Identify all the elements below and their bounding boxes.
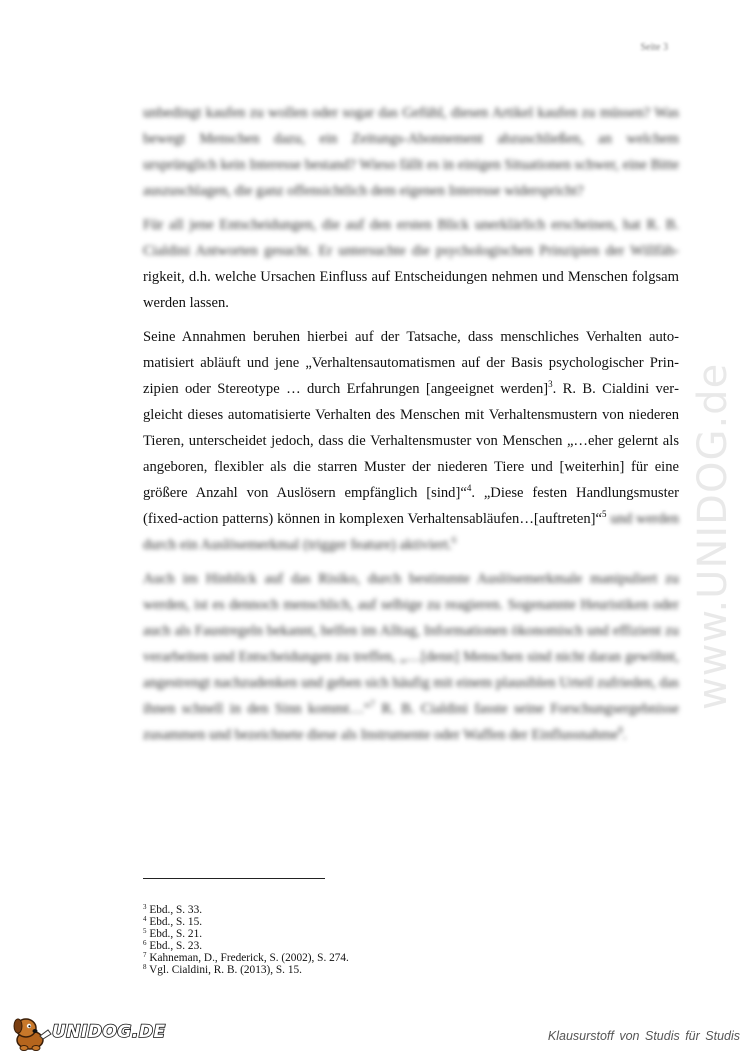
footnote-text: Ebd., S. 33.	[146, 904, 203, 916]
footnote-number: 4	[143, 915, 147, 924]
paragraph-2-blurred: Für all jene Entscheidungen, die auf den ersten Blick unerklärlich erscheinen, hat R. B. Cialdini Antworten gesucht. Er untersuchte die psychologischen Prinzipien der Willfäh-	[143, 217, 679, 259]
footnote-item	[143, 964, 563, 976]
logo-wordmark: UNIDOG.DE	[52, 1022, 166, 1042]
footnote-number: 7	[143, 951, 147, 960]
paragraph-3-part-a: Seine Annahmen beruhen hierbei auf der Tatsache, dass menschliches Verhalten automatisiert abläuft und jene „Verhaltensautomatismen auf der Basis psychologischer Prinzipien oder Stereotype … durch Erfahrungen [angeeignet werden]	[143, 329, 679, 397]
footnote-ref-8: 8	[618, 725, 623, 735]
footnote-text: Ebd., S. 21.	[146, 928, 203, 941]
paragraph-3-part-c: . „Diese festen Handlungsmuster (fixed-action patterns) können in komplexen Verhaltensabläufen…[auftreten]“	[143, 485, 679, 527]
main-text	[143, 100, 679, 756]
paragraph-3-part-b: . R. B. Cialdini vergleicht dieses automatisierte Verhalten des Menschen mit Verhaltensmustern von niederen Tieren, unterscheidet jedoch, dass die Verhaltensmuster von Menschen „…eher gelernt als angeboren, flexibler als die starren Muster der niederen Tiere und [weiterhin] für eine größere Anzahl von Auslösern empfänglich [sind]“	[143, 381, 679, 501]
footnote-ref-7: 7	[370, 699, 375, 709]
footnote-number: 8	[143, 963, 147, 972]
unidog-logo[interactable]	[10, 1014, 166, 1052]
footnote-ref-4: 4	[466, 483, 472, 493]
footnote-item	[143, 904, 563, 916]
footnote-item	[143, 928, 563, 940]
footnote-text: Kahneman, D., Frederick, S. (2002), S. 274.	[146, 952, 349, 965]
paragraph-2	[143, 212, 679, 316]
footnote-item	[143, 916, 563, 928]
footnote-number: 5	[143, 927, 147, 936]
watermark: www.UNIDOG.de	[690, 362, 736, 710]
footnote-number: 3	[143, 903, 147, 911]
page-number: Seite 3	[640, 42, 668, 53]
paragraph-2-clear: rigkeit, d.h. welche Ursachen Einfluss auf Entscheidungen nehmen und Menschen folgsam werden lassen.	[143, 269, 679, 311]
footnote-item	[143, 952, 563, 964]
footnote-list	[143, 904, 563, 977]
paragraph-4	[143, 566, 679, 748]
paragraph-3-blurred-text: und werden durch ein Auslösemerkmal (trigger feature) aktiviert.	[143, 511, 679, 553]
footnote-text: Ebd., S. 15.	[146, 916, 203, 929]
paragraph-1: unbedingt kaufen zu wollen oder sogar das Gefühl, diesen Artikel kaufen zu müssen? Was bewegt Menschen dazu, ein Zeitungs-Abonnement abzuschließen, an welchem ursprünglich kein Interesse bestand? Wieso fällt es in einigen Situationen schwer, eine Bitte auszuschlagen, die ganz offensichtlich dem eigenen Interesse widerspricht?	[143, 105, 679, 199]
paragraph-4-part-a: Auch im Hinblick auf das Risiko, durch bestimmte Auslösemerkmale manipuliert zu werden, ist es dennoch menschlich, auf selbige zu reagieren. Sogenannte Heuristiken oder auch als Faustregeln bekannt, helfen im Alltag, Informationen ökonomisch und effizient zu verarbeiten und Entscheidungen zu treffen, „…[denn] Menschen sind nicht daran gewöhnt, angestrengt nachzudenken und geben sich häufig mit einem plausiblen Urteil zufrieden, das ihnen schnell in den Sinn kommt…“	[143, 571, 679, 717]
footnote-divider	[143, 878, 325, 879]
paragraph-3	[143, 324, 679, 558]
footnote-ref-6: 6	[451, 535, 457, 545]
dog-mascot-icon	[10, 1014, 54, 1052]
footnote-item	[143, 940, 563, 952]
paragraph-4-part-b: R. B. Cialdini fasste seine Forschungsergebnisse zusammen und bezeichnete diese als Instrumente oder Waffen der Einflussnahme	[143, 701, 679, 743]
footnote-text: Ebd., S. 23.	[146, 940, 203, 953]
footnote-text: Vgl. Cialdini, R. B. (2013), S. 15.	[146, 964, 302, 977]
footnote-ref-5: 5	[601, 509, 607, 519]
footnote-number: 6	[143, 939, 147, 948]
paragraph-4-end: .	[622, 727, 627, 743]
footnote-ref-3: 3	[548, 379, 553, 389]
footer-slogan: Klausurstoff von Studis für Studis	[547, 1029, 740, 1043]
